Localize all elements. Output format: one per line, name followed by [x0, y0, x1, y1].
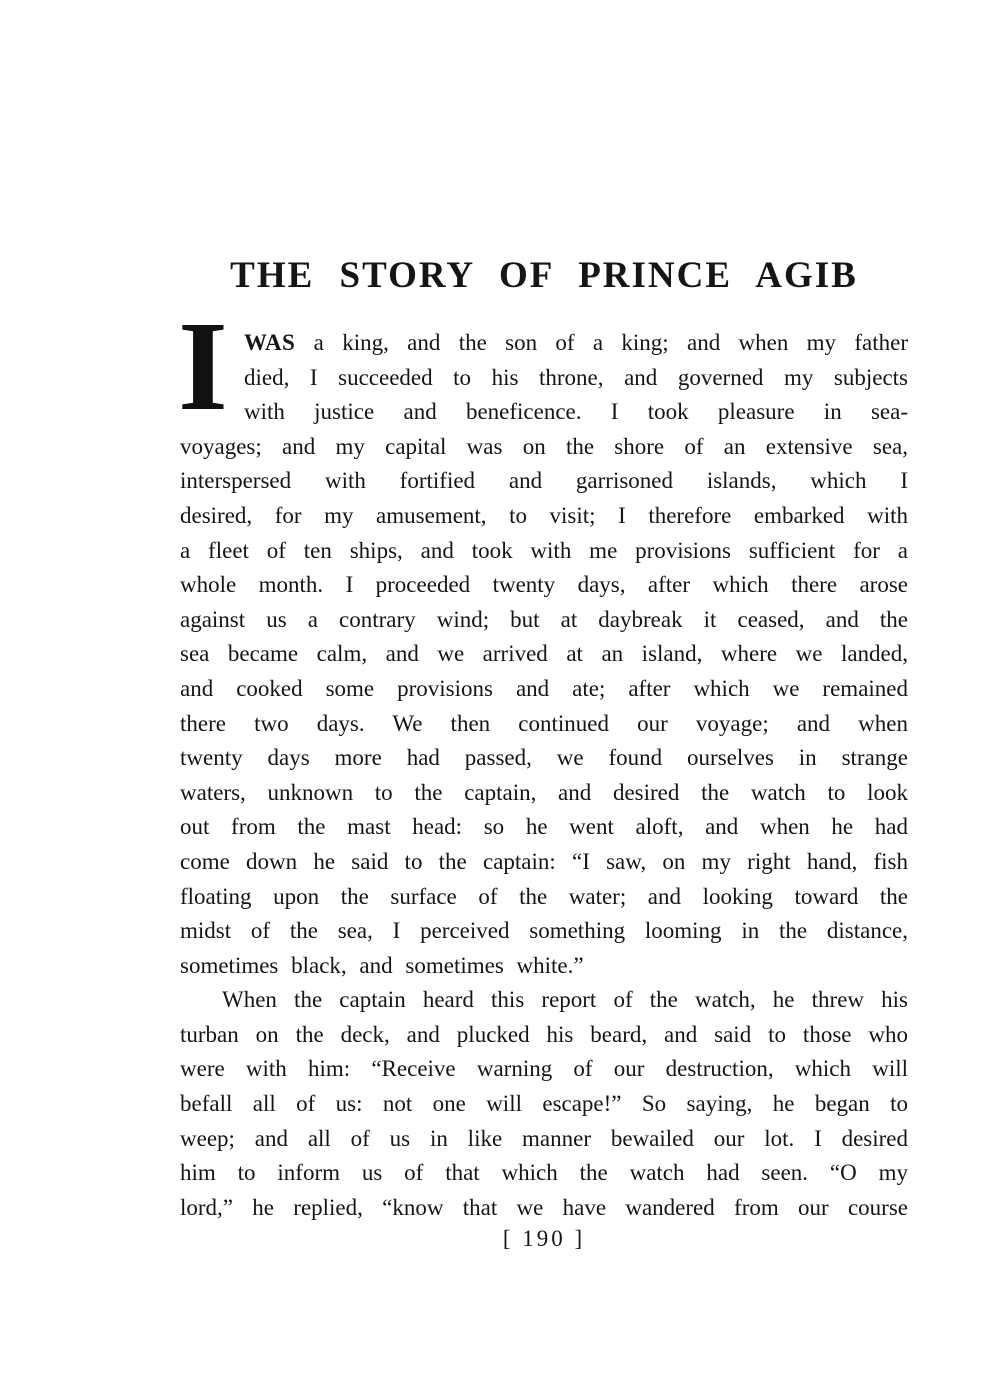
page-title: THE STORY OF PRINCE AGIB	[230, 255, 858, 296]
text-line: him to inform us of that which the watch had seen. “O my	[180, 1160, 908, 1186]
drop-cap-letter: I	[178, 295, 228, 437]
text-line: sometimes black, and sometimes white.”	[180, 952, 584, 978]
story-paragraph-2	[180, 983, 908, 1225]
text-line: floating upon the surface of the water; and looking toward the	[180, 883, 908, 909]
text-line: waters, unknown to the captain, and desired the watch to look	[180, 779, 908, 805]
text-line: voyages; and my capital was on the shore of an extensive sea,	[180, 433, 908, 459]
text-line: were with him: “Receive warning of our destruction, which will	[180, 1056, 908, 1082]
text-line: a fleet of ten ships, and took with me provisions sufficient for a	[180, 537, 908, 563]
text-line: with justice and beneficence. I took pleasure in sea-	[244, 399, 908, 425]
lead-word: WAS	[244, 330, 296, 355]
page-number: [ 190 ]	[502, 1226, 586, 1251]
text-line: midst of the sea, I perceived something looming in the distance,	[180, 918, 908, 944]
text-line: out from the mast head: so he went aloft, and when he had	[180, 814, 908, 840]
text-line: come down he said to the captain: “I saw, on my right hand, fish	[180, 848, 908, 874]
text-line: interspersed with fortified and garrisoned islands, which I	[180, 468, 908, 494]
text-line: turban on the deck, and plucked his beard, and said to those who	[180, 1021, 908, 1047]
story-paragraph-1	[178, 295, 908, 983]
text-line: When the captain heard this report of the watch, he threw his	[222, 987, 908, 1013]
text-line: died, I succeeded to his throne, and governed my subjects	[244, 364, 908, 390]
text-line: befall all of us: not one will escape!” So saying, he began to	[180, 1091, 908, 1117]
text-line: and cooked some provisions and ate; after which we remained	[180, 675, 908, 701]
text-line: sea became calm, and we arrived at an island, where we landed,	[180, 641, 908, 667]
text-line: there two days. We then continued our voyage; and when	[180, 710, 908, 736]
text-line: against us a contrary wind; but at daybreak it ceased, and the	[180, 606, 908, 632]
text-line: desired, for my amusement, to visit; I therefore embarked with	[180, 502, 908, 528]
text-line: lord,” he replied, “know that we have wandered from our course	[180, 1194, 908, 1220]
text-line	[244, 326, 908, 361]
story-text	[178, 295, 908, 1225]
text-line: weep; and all of us in like manner bewailed our lot. I desired	[180, 1125, 908, 1151]
text-line-rest: a king, and the son of a king; and when my father	[295, 330, 908, 355]
text-line: twenty days more had passed, we found ourselves in strange	[180, 745, 908, 771]
text-line: whole month. I proceeded twenty days, after which there arose	[180, 572, 908, 598]
